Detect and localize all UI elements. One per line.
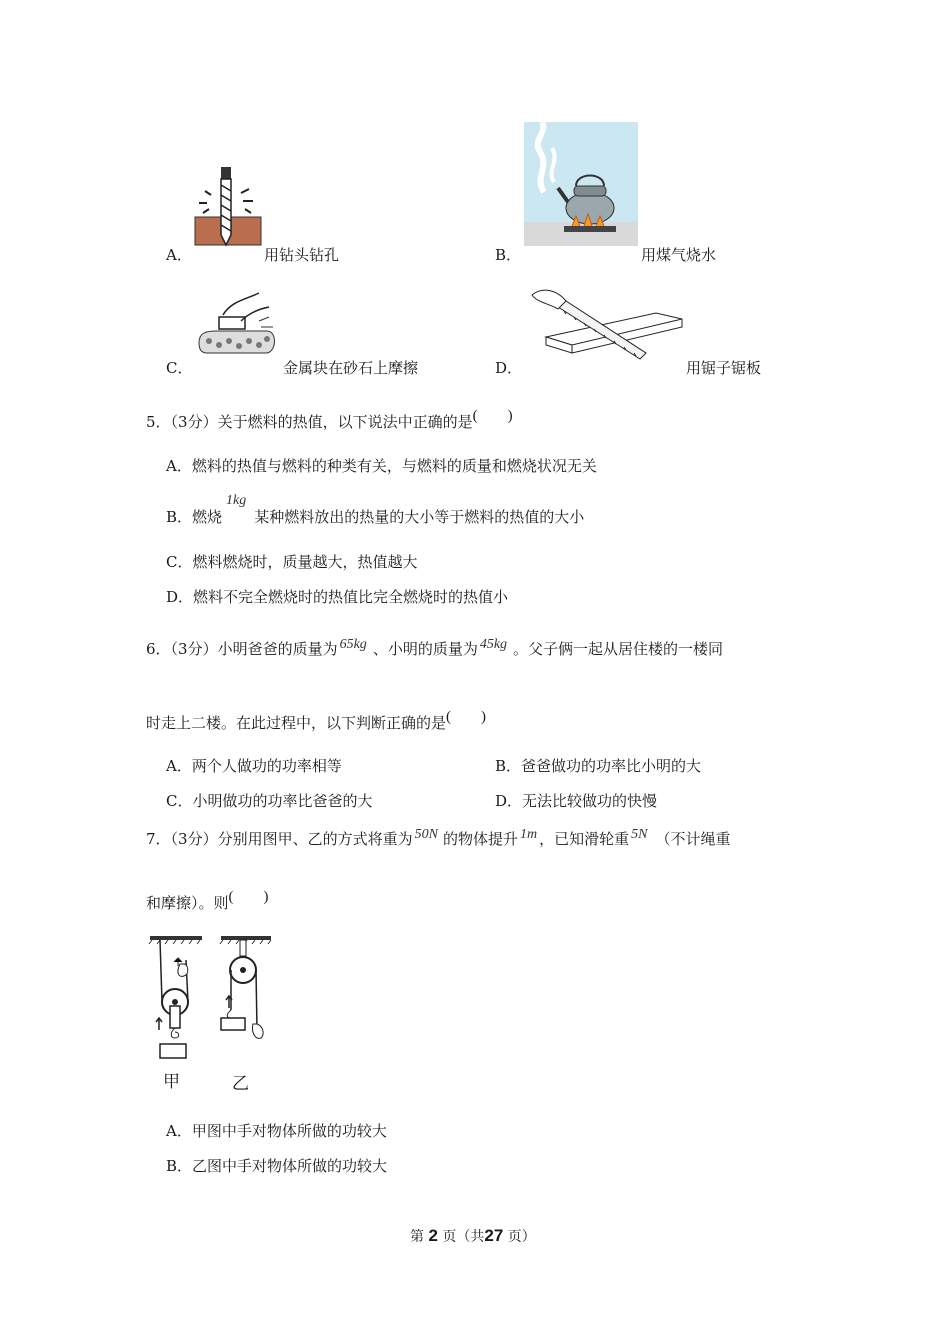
math-50N: 50N xyxy=(414,827,438,842)
math-65kg: 65kg xyxy=(339,637,367,652)
page-number: 2 xyxy=(428,1226,438,1245)
q5-option-a: A．燃料的热值与燃料的种类有关，与燃料的质量和燃烧状况无关 xyxy=(166,457,597,475)
q6-stem-line2 xyxy=(146,709,487,733)
movable-pulley-diagram xyxy=(148,934,206,1062)
q4-option-c-letter: C． xyxy=(166,359,193,377)
q5-stem-text: 5．（3分）关于燃料的热值，以下说法中正确的是 xyxy=(146,413,473,431)
fixed-pulley-diagram xyxy=(217,934,275,1046)
fig-label-yi: 乙 xyxy=(232,1074,249,1094)
q7-stem-2: 的物体提升 xyxy=(442,830,518,848)
q4-option-d-text: 用锯子锯板 xyxy=(686,359,762,377)
q4-option-d-letter: D． xyxy=(495,359,523,377)
answer-paren: ( ) xyxy=(446,709,487,725)
fig-label-jia: 甲 xyxy=(163,1072,180,1092)
answer-paren: ( ) xyxy=(472,408,513,424)
q4-option-b-text: 用煤气烧水 xyxy=(641,246,717,264)
q4-option-b-letter: B． xyxy=(495,246,522,264)
q6-option-b: B．爸爸做功的功率比小明的大 xyxy=(495,757,702,775)
q7-option-b: B．乙图中手对物体所做的功较大 xyxy=(166,1157,388,1175)
q6-stem-line1 xyxy=(146,638,723,659)
footer-pre: 第 xyxy=(410,1229,424,1245)
q6-stem-2: 、小明的质量为 xyxy=(372,640,478,658)
total-pages: 27 xyxy=(484,1226,504,1245)
q5-option-b xyxy=(166,493,585,527)
q5-stem xyxy=(146,408,513,432)
q5-option-c: C．燃料燃烧时，质量越大，热值越大 xyxy=(166,553,418,571)
q4-option-c-text: 金属块在砂石上摩擦 xyxy=(283,359,419,377)
q6-stem-1: 6．（3分）小明爸爸的质量为 xyxy=(146,640,338,658)
q7-stem-1: 7．（3分）分别用图甲、乙的方式将重为 xyxy=(146,830,413,848)
q6-option-a: A．两个人做功的功率相等 xyxy=(166,757,342,775)
q7-line2-text: 和摩擦）。则 xyxy=(146,894,229,912)
footer-mid: 页（共 xyxy=(442,1229,485,1245)
q4-option-a-letter: A． xyxy=(166,246,192,264)
footer-post: 页） xyxy=(507,1229,536,1245)
drill-illustration xyxy=(193,165,263,247)
answer-paren: ( ) xyxy=(228,889,269,905)
q5-option-b-post: 某种燃料放出的热量的大小等于燃料的热值的大小 xyxy=(254,508,585,526)
math-5N: 5N xyxy=(631,827,648,842)
q6-option-c: C．小明做功的功率比爸爸的大 xyxy=(166,792,373,810)
q7-option-a: A．甲图中手对物体所做的功较大 xyxy=(166,1122,387,1140)
math-45kg: 45kg xyxy=(479,637,508,652)
q6-line2-text: 时走上二楼。在此过程中，以下判断正确的是 xyxy=(146,714,447,732)
q5-option-b-pre: B．燃烧 xyxy=(166,508,223,526)
q4-option-a-text: 用钻头钻孔 xyxy=(264,246,340,264)
metal-block-illustration xyxy=(197,291,279,361)
q7-stem-3: ，已知滑轮重 xyxy=(539,830,630,848)
q7-stem-line1 xyxy=(146,828,730,849)
saw-board-illustration xyxy=(528,285,684,365)
math-1m: 1m xyxy=(519,827,538,842)
kettle-illustration xyxy=(524,122,638,246)
q7-stem-line2 xyxy=(146,889,269,913)
q7-stem-4: （不计绳重 xyxy=(655,830,731,848)
page-footer xyxy=(410,1226,536,1246)
q6-stem-3: 。父子俩一起从居住楼的一楼同 xyxy=(513,640,724,658)
math-1kg: 1kg xyxy=(226,493,247,508)
q5-option-d: D．燃料不完全燃烧时的热值比完全燃烧时的热值小 xyxy=(166,588,509,606)
q6-option-d: D．无法比较做功的快慢 xyxy=(495,792,658,810)
